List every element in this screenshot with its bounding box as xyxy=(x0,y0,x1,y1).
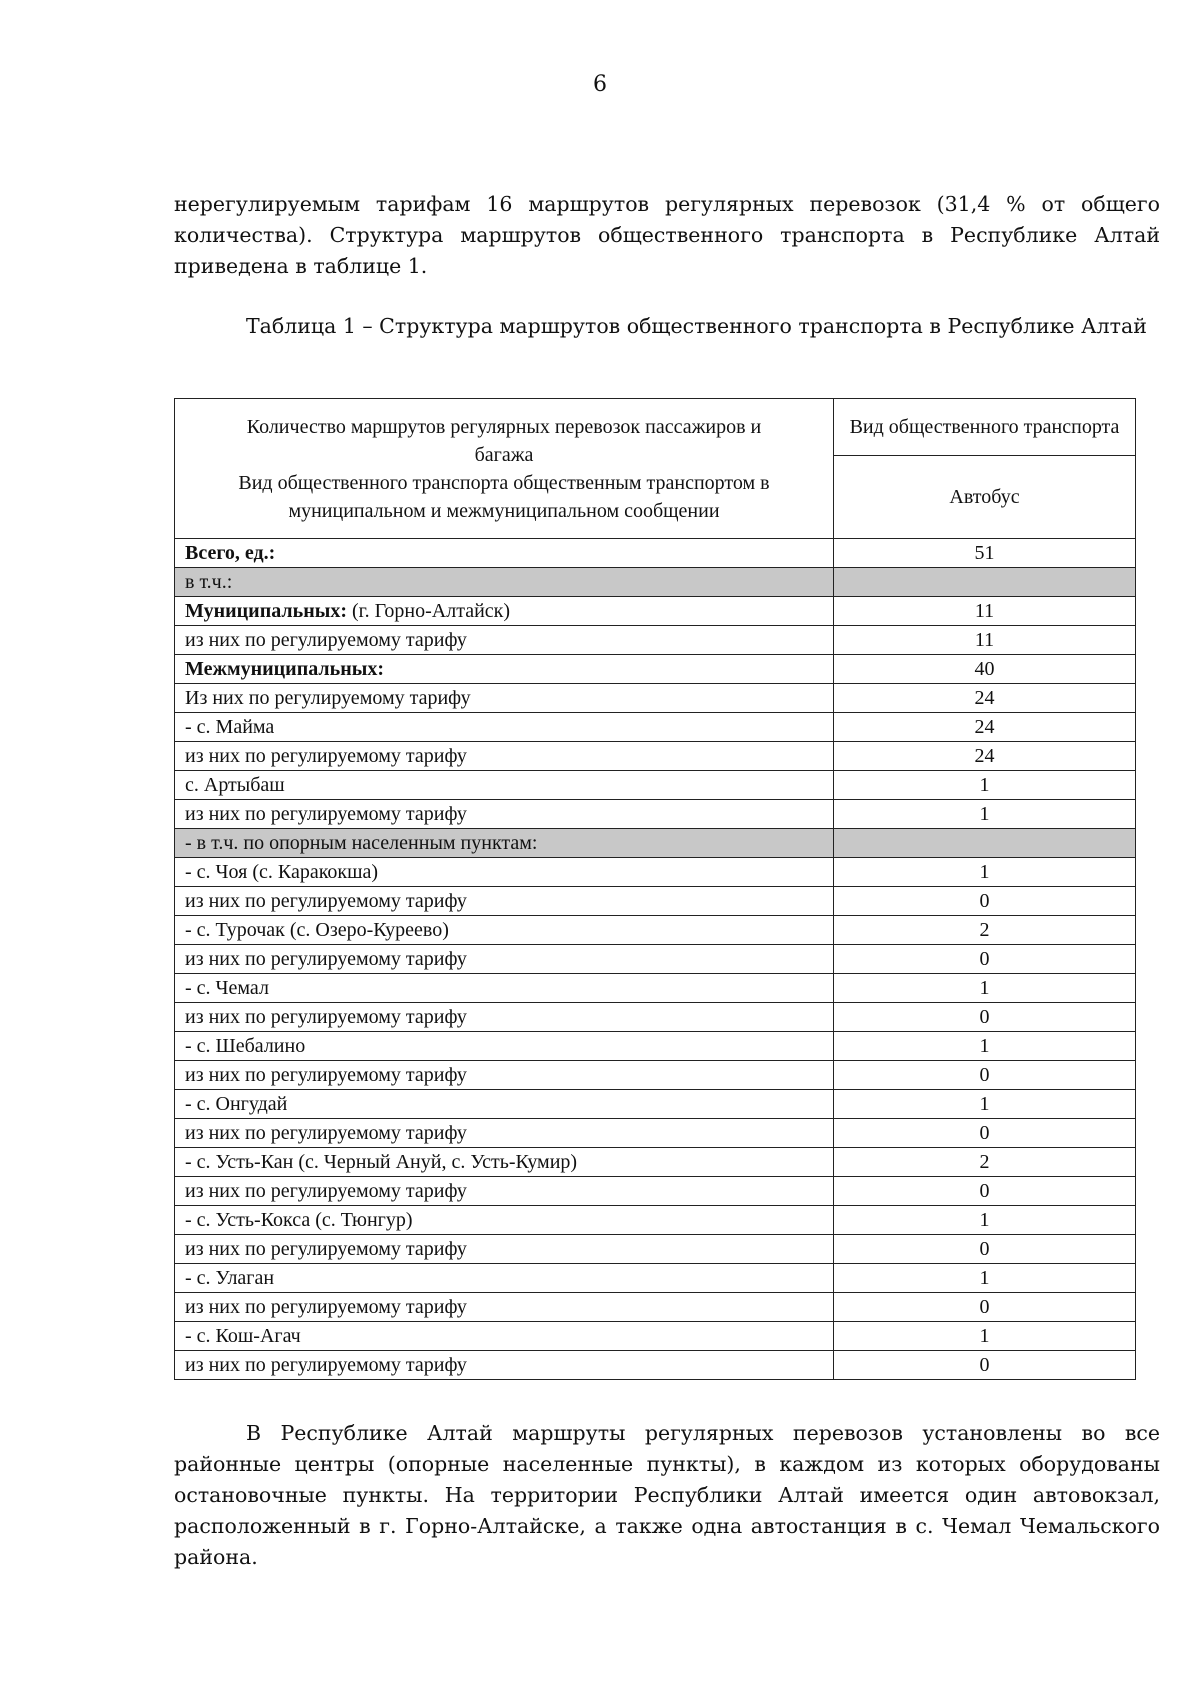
table-row xyxy=(175,1032,1136,1061)
table-row xyxy=(175,1148,1136,1177)
row-label-text: - с. Шебалино xyxy=(185,1034,306,1057)
row-value: 11 xyxy=(834,626,1136,655)
table-row xyxy=(175,1177,1136,1206)
table-row xyxy=(175,771,1136,800)
row-label-text: из них по регулируемому тарифу xyxy=(185,628,467,651)
row-value: 1 xyxy=(834,1264,1136,1293)
row-label xyxy=(175,829,834,858)
table-row xyxy=(175,945,1136,974)
row-label-text: - в т.ч. по опорным населенным пунктам: xyxy=(185,831,538,854)
row-value: 1 xyxy=(834,1090,1136,1119)
row-label-bold: Муниципальных: xyxy=(185,599,348,622)
table-row xyxy=(175,829,1136,858)
table-row xyxy=(175,713,1136,742)
row-label-text: с. Артыбаш xyxy=(185,773,285,796)
row-label xyxy=(175,1148,834,1177)
row-label-text: (г. Горно-Алтайск) xyxy=(347,599,511,622)
row-label xyxy=(175,1206,834,1235)
table-header-left xyxy=(175,399,834,539)
row-value: 24 xyxy=(834,742,1136,771)
row-value: 1 xyxy=(834,1322,1136,1351)
row-label xyxy=(175,1322,834,1351)
table-row xyxy=(175,800,1136,829)
row-label xyxy=(175,626,834,655)
table-row xyxy=(175,597,1136,626)
header-right-title: Вид общественного транспорта xyxy=(834,399,1136,456)
row-label-text: из них по регулируемому тарифу xyxy=(185,1237,467,1260)
row-label-text: - с. Чемал xyxy=(185,976,269,999)
row-label xyxy=(175,655,834,684)
row-label-text: - с. Турочак (с. Озеро-Куреево) xyxy=(185,918,449,941)
row-value: 0 xyxy=(834,1235,1136,1264)
row-label-text: - с. Улаган xyxy=(185,1266,275,1289)
row-label-text: - с. Майма xyxy=(185,715,275,738)
row-value xyxy=(834,829,1136,858)
row-label-text: из них по регулируемому тарифу xyxy=(185,889,467,912)
header-right-bus: Автобус xyxy=(834,456,1136,539)
table-row xyxy=(175,887,1136,916)
table-row xyxy=(175,974,1136,1003)
table-row xyxy=(175,1061,1136,1090)
row-value: 0 xyxy=(834,1293,1136,1322)
row-label xyxy=(175,1090,834,1119)
table-caption: Таблица 1 – Структура маршрутов общественного транспорта в Республике Алтай xyxy=(246,314,1147,338)
row-value: 0 xyxy=(834,1351,1136,1380)
row-value: 1 xyxy=(834,1206,1136,1235)
row-label xyxy=(175,742,834,771)
table-row xyxy=(175,1322,1136,1351)
row-label-text: - с. Онгудай xyxy=(185,1092,288,1115)
table-row xyxy=(175,1119,1136,1148)
row-label xyxy=(175,1061,834,1090)
row-label-text: из них по регулируемому тарифу xyxy=(185,1179,467,1202)
row-label xyxy=(175,568,834,597)
row-value xyxy=(834,568,1136,597)
table-row xyxy=(175,1293,1136,1322)
row-value: 0 xyxy=(834,1003,1136,1032)
row-value: 1 xyxy=(834,771,1136,800)
row-value: 1 xyxy=(834,974,1136,1003)
row-label xyxy=(175,684,834,713)
table-row xyxy=(175,626,1136,655)
row-label xyxy=(175,1003,834,1032)
header-left-line-1: Количество маршрутов регулярных перевозок пассажиров и багажа xyxy=(246,415,762,466)
row-value: 2 xyxy=(834,1148,1136,1177)
row-label-text: из них по регулируемому тарифу xyxy=(185,1295,467,1318)
row-label-text: из них по регулируемому тарифу xyxy=(185,1353,467,1376)
row-label xyxy=(175,800,834,829)
table-row xyxy=(175,916,1136,945)
table-header-row xyxy=(175,399,1136,456)
row-label-text: из них по регулируемому тарифу xyxy=(185,1063,467,1086)
table-row xyxy=(175,1235,1136,1264)
row-label xyxy=(175,974,834,1003)
table-row xyxy=(175,1351,1136,1380)
row-label-text: из них по регулируемому тарифу xyxy=(185,1121,467,1144)
row-value: 40 xyxy=(834,655,1136,684)
table-row xyxy=(175,684,1136,713)
row-label xyxy=(175,1235,834,1264)
row-label xyxy=(175,1177,834,1206)
row-label xyxy=(175,945,834,974)
row-label-text: из них по регулируемому тарифу xyxy=(185,947,467,970)
row-value: 1 xyxy=(834,800,1136,829)
row-label-text: - с. Усть-Кан (с. Черный Ануй, с. Усть-Кумир) xyxy=(185,1150,578,1173)
intro-paragraph: нерегулируемым тарифам 16 маршрутов регулярных перевозок (31,4 % от общего количества). Структура маршрутов общественного транспорта в Республике Алтай приведена в таблице 1. xyxy=(174,192,1160,278)
row-value: 0 xyxy=(834,945,1136,974)
row-label xyxy=(175,771,834,800)
row-label xyxy=(175,1032,834,1061)
table-row xyxy=(175,1003,1136,1032)
row-label-text: Из них по регулируемому тарифу xyxy=(185,686,471,709)
row-label-text: из них по регулируемому тарифу xyxy=(185,744,467,767)
table-row xyxy=(175,1206,1136,1235)
row-value: 0 xyxy=(834,1119,1136,1148)
table-row xyxy=(175,655,1136,684)
row-value: 24 xyxy=(834,684,1136,713)
row-label xyxy=(175,1119,834,1148)
row-value: 1 xyxy=(834,858,1136,887)
row-label-bold: Всего, ед.: xyxy=(185,541,276,564)
row-label xyxy=(175,858,834,887)
row-label-text: из них по регулируемому тарифу xyxy=(185,802,467,825)
row-label xyxy=(175,713,834,742)
row-label xyxy=(175,1351,834,1380)
page-number: 6 xyxy=(593,72,607,97)
row-label xyxy=(175,916,834,945)
row-label-text: - с. Кош-Агач xyxy=(185,1324,301,1347)
row-value: 0 xyxy=(834,887,1136,916)
row-label xyxy=(175,539,834,568)
table-row xyxy=(175,858,1136,887)
closing-paragraph: В Республике Алтай маршруты регулярных перевозов установлены во все районные центры (опорные населенные пункты), в каждом из которых оборудованы остановочные пункты. На территории Республики Алтай имеется один автовокзал, расположенный в г. Горно-Алтайске, а также одна автостанция в с. Чемал Чемальского района. xyxy=(174,1421,1160,1569)
row-value: 0 xyxy=(834,1061,1136,1090)
table-row xyxy=(175,1264,1136,1293)
table-row xyxy=(175,742,1136,771)
row-value: 24 xyxy=(834,713,1136,742)
table-row xyxy=(175,539,1136,568)
table-row xyxy=(175,1090,1136,1119)
row-label xyxy=(175,887,834,916)
row-label-text: - с. Чоя (с. Каракокша) xyxy=(185,860,379,883)
row-label xyxy=(175,1264,834,1293)
header-left-line-2: Вид общественного транспорта общественным транспортом в муниципальном и межмуниципальном сообщении xyxy=(238,471,770,522)
row-value: 51 xyxy=(834,539,1136,568)
row-value: 1 xyxy=(834,1032,1136,1061)
row-label-text: в т.ч.: xyxy=(185,570,233,593)
routes-table xyxy=(174,398,1136,1380)
row-label-bold: Межмуниципальных: xyxy=(185,657,385,680)
table-row xyxy=(175,568,1136,597)
row-value: 2 xyxy=(834,916,1136,945)
row-value: 0 xyxy=(834,1177,1136,1206)
row-value: 11 xyxy=(834,597,1136,626)
row-label-text: из них по регулируемому тарифу xyxy=(185,1005,467,1028)
row-label-text: - с. Усть-Кокса (с. Тюнгур) xyxy=(185,1208,413,1231)
row-label xyxy=(175,1293,834,1322)
row-label xyxy=(175,597,834,626)
